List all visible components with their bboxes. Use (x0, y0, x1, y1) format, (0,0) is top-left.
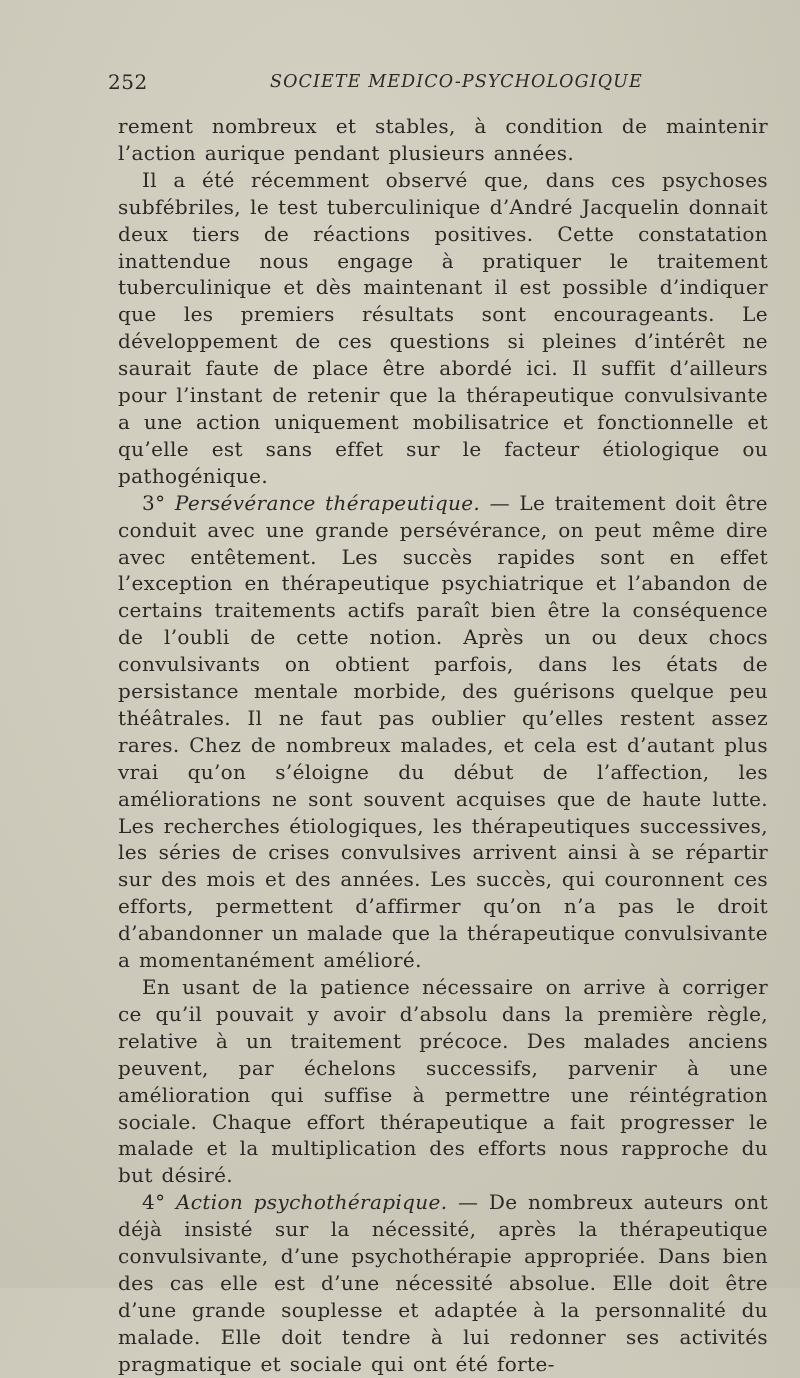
paragraph-continuation: rement nombreux et stables, à condition de maintenir l’action aurique pendant plusieurs années. (118, 114, 768, 165)
section-number: 4° (142, 1190, 166, 1215)
running-title: SOCIETE MEDICO-PSYCHOLOGIQUE (270, 72, 643, 92)
section-persistence (118, 490, 768, 974)
page-number: 252 (108, 70, 148, 94)
section-text: — Le traitement doit être conduit avec une grande persévérance, on peut même dire avec entêtement. Les succès rapides sont en effet l’exception en thérapeutique psychiatrique et l’abandon de certains traitements actifs paraît bien être la conséquence de l’oubli de cette notion. Après un ou deux chocs convulsivants on obtient parfois, dans les états de persistance mentale morbide, des guérisons quelque peu théâtrales. Il ne faut pas oublier qu’elles restent assez rares. Chez de nombreux malades, et cela est d’autant plus vrai qu’on s’éloigne du début de l’affection, les améliorations ne sont souvent acquises que de haute lutte. Les recherches étiologiques, les thérapeutiques successives, les séries de crises convulsives arrivent ainsi à se répartir sur des mois et des années. Les succès, qui couronnent ces efforts, permettent d’affirmer qu’on n’a pas le droit d’abandonner un malade que la thérapeutique convulsivante a momentanément amélioré. (118, 490, 768, 973)
body-text (118, 113, 768, 1378)
paragraph-tuberculin: Il a été récemment observé que, dans ces psychoses subfébriles, le test tuberculinique d’André Jacquelin donnait deux tiers de réactions positives. Cette constatation inattendue nous engage à pratiquer le traitement tuberculinique et dès maintenant il est possible d’indiquer que les premiers résultats sont encourageants. Le développement de ces questions si pleines d’intérêt ne saurait faute de place être abordé ici. Il suffit d’ailleurs pour l’instant de retenir que la thérapeutique convulsivante a une action uniquement mobilisatrice et fonctionnelle et qu’elle est sans effet sur le facteur étiologique ou pathogénique. (118, 167, 768, 488)
section-number: 3° (142, 490, 166, 515)
section-psychotherapy (118, 1189, 768, 1377)
paragraph-patience: En usant de la patience nécessaire on arrive à corriger ce qu’il pouvait y avoir d’absolu dans la première règle, relative à un traitement précoce. Des malades anciens peuvent, par échelons successifs, parvenir à une amélioration qui suffise à permettre une réintégration sociale. Chaque effort thérapeutique a fait progresser le malade et la multiplication des efforts nous rapproche du but désiré. (118, 975, 768, 1188)
section-text: — De nombreux auteurs ont déjà insisté sur la nécessité, après la thérapeutique convulsivante, d’une psychothérapie appropriée. Dans bien des cas elle est d’une nécessité absolue. Elle doit être d’une grande souplesse et adaptée à la personnalité du malade. Elle doit tendre à lui redonner ses activités pragmatique et sociale qui ont été forte- (118, 1190, 768, 1376)
section-title: Action psychothérapique. (176, 1190, 448, 1215)
section-title: Persévérance thérapeutique. (174, 490, 481, 515)
page-header (108, 70, 768, 100)
